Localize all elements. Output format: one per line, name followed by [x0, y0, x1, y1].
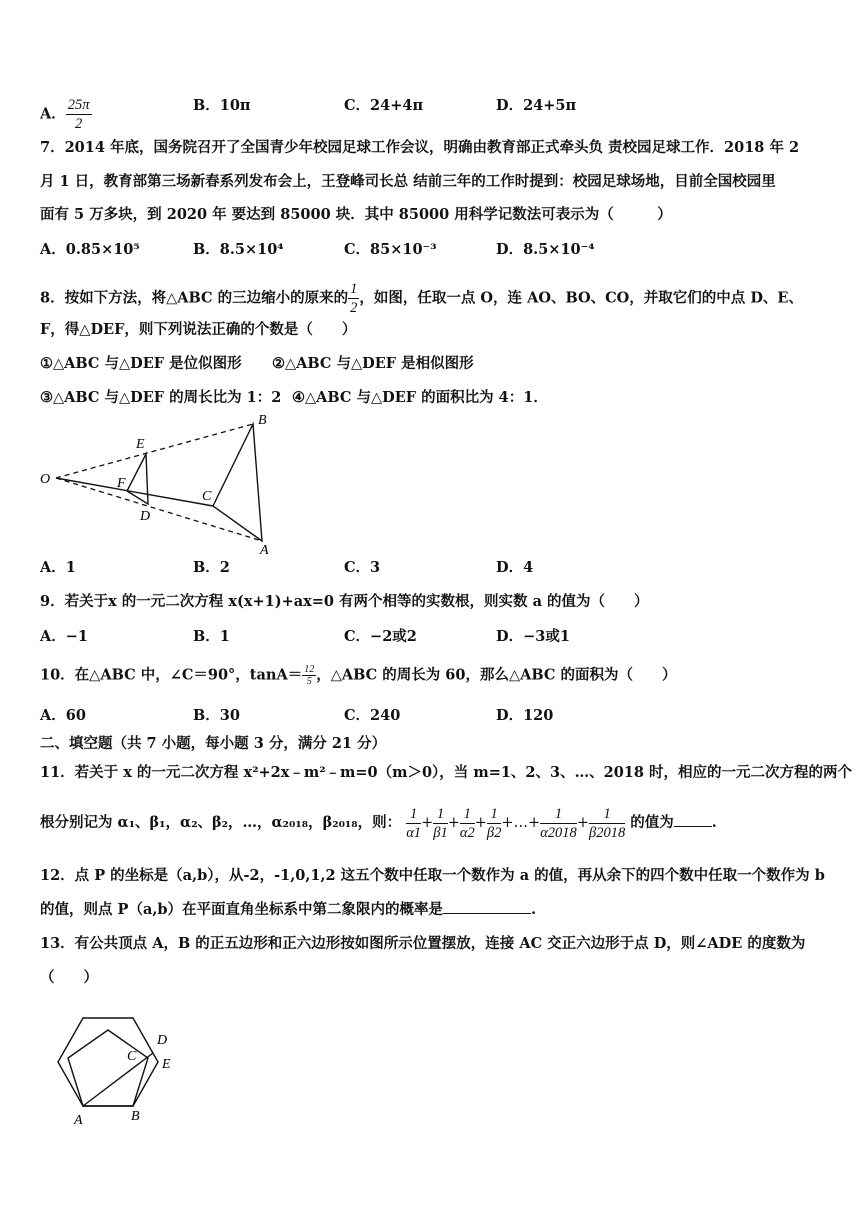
- q11-frac-3: [460, 805, 475, 842]
- q13-polygon-figure: [40, 1006, 190, 1130]
- q8-statement-1: ①△ABC 与△DEF 是位似图形: [40, 355, 242, 372]
- q11-plus-3: +: [474, 815, 487, 831]
- q8-label-c: C: [202, 489, 212, 504]
- q8-option-b: B．2: [193, 559, 230, 576]
- q6-option-c: C．24+4π: [344, 97, 424, 114]
- q7-option-d: D．8.5×10⁻⁴: [496, 241, 595, 258]
- q6-option-d: D．24+5π: [496, 97, 577, 114]
- q8-dashed-ob: [56, 424, 253, 478]
- q11-frac-3-num: 1: [460, 805, 475, 824]
- q8-line-2: F，得△DEF，则下列说法正确的个数是（ ）: [40, 321, 357, 338]
- q13-hexagon: [58, 1018, 158, 1106]
- q10-option-a: A．60: [40, 707, 86, 724]
- q11-frac-5: [540, 805, 577, 842]
- q8-fraction-denominator: 2: [350, 300, 358, 316]
- q7-line-3: 面有 5 万多块，到 2020 年 要达到 85000 块．其中 85000 用科学记数法可表示为（ ）: [40, 206, 672, 223]
- q13-label-e: E: [162, 1057, 171, 1072]
- q7-line-2: 月 1 日，教育部第三场新春系列发布会上，王登峰司长总 结前三年的工作时提到：校园足球场地，目前全国校园里: [40, 173, 776, 190]
- q8-triangle-abc: [213, 424, 262, 541]
- q13-label-d: D: [157, 1033, 168, 1048]
- q8-label-a: A: [260, 543, 269, 556]
- q6-option-a-numerator: 25π: [67, 97, 90, 113]
- q11-frac-4: [487, 805, 501, 842]
- q13-label-a: A: [74, 1113, 83, 1128]
- q10-fraction-numerator: 12: [304, 664, 315, 675]
- q10-option-c: C．240: [344, 707, 401, 724]
- q8-option-a: A．1: [40, 559, 76, 576]
- q9-option-c: C．−2或2: [344, 628, 417, 645]
- q8-line-1-post: ，如图，任取一点 O，连 AO、BO、CO，并取它们的中点 D、E、: [359, 289, 803, 307]
- q12-answer-blank[interactable]: [443, 913, 531, 914]
- q8-label-o: O: [40, 472, 51, 487]
- q8-label-e: E: [136, 437, 145, 452]
- q11-frac-2: [433, 805, 447, 842]
- q8-label-d: D: [140, 509, 151, 524]
- q6-option-a-label: A．: [40, 105, 66, 123]
- q6-option-b: B．10π: [193, 97, 251, 114]
- q12-line-1: 12．点 P 的坐标是（a,b），从-2，-1,0,1,2 这五个数中任取一个数作为 a 的值，再从余下的四个数中任取一个数作为 b: [40, 867, 825, 884]
- q11-frac-2-den: β1: [433, 824, 448, 841]
- q13-line-ad: [83, 1053, 153, 1106]
- q10-option-b: B．30: [193, 707, 240, 724]
- q11-frac-5-num: 1: [540, 805, 577, 824]
- q11-answer-blank[interactable]: [674, 826, 712, 827]
- q11-line-2: 根分别记为 α₁、β₁，α₂、β₂，…，α₂₀₁₈，β₂₀₁₈，则： $\frac{1}{\alpha 1}$ + $\frac{1}{\beta 1}$ + $\frac{1}{\alpha 2}$ + $\frac{1}{\beta 2}$ +…+ $\frac{1}{\alpha 2018}$ + $\frac{1}{\beta 2018}$ 的值为 .: [40, 805, 717, 841]
- q11-line-2-pre: 根分别记为 α₁、β₁，α₂、β₂，…，α₂₀₁₈，β₂₀₁₈，则：: [40, 814, 402, 831]
- section-2-heading: 二、填空题（共 7 小题，每小题 3 分，满分 21 分）: [40, 735, 387, 752]
- q8-triangle-def: [127, 454, 148, 504]
- q7-line-1: 7．2014 年底，国务院召开了全国青少年校园足球工作会议，明确由教育部正式牵头负 责校园足球工作．2018 年 2: [40, 139, 800, 156]
- q12-line-2-text: 的值，则点 P（a,b）在平面直角坐标系中第二象限内的概率是: [40, 901, 444, 918]
- q7-option-a: A．0.85×10⁵: [40, 241, 140, 258]
- q8-line-1-pre: 8．按如下方法，将△ABC 的三边缩小的原来的: [40, 289, 349, 307]
- q11-dots: +…+: [501, 815, 541, 831]
- q12-line-2: 的值，则点 P（a,b）在平面直角坐标系中第二象限内的概率是 .: [40, 901, 537, 918]
- q11-plus-4: +: [576, 815, 589, 831]
- q11-frac-1-num: 1: [406, 805, 421, 824]
- q8-fraction: [348, 280, 359, 317]
- q10-line-1-pre: 10．在△ABC 中，∠C＝90°，tanA＝: [40, 666, 303, 684]
- q13-pentagon: [68, 1030, 148, 1106]
- q11-frac-2-num: 1: [433, 805, 447, 824]
- q11-frac-1-den: α1: [406, 824, 422, 841]
- q13-line-2: （ ）: [40, 969, 98, 986]
- q10-line-1: [40, 664, 676, 687]
- q11-line-2-post: 的值为: [630, 814, 674, 831]
- q8-option-c: C．3: [344, 559, 381, 576]
- q8-statement-4: ④△ABC 与△DEF 的面积比为 4：1．: [292, 389, 548, 406]
- q8-line-1: [40, 280, 803, 317]
- q10-fraction-denominator: 5: [306, 676, 312, 687]
- q6-option-a: [40, 96, 92, 133]
- q8-fraction-numerator: 1: [350, 281, 358, 297]
- q11-frac-1: [406, 805, 421, 842]
- q9-line-1: 9．若关于x 的一元二次方程 x(x+1)+ax=0 有两个相等的实数根，则实数 a 的值为（ ）: [40, 593, 649, 610]
- q8-statement-3: ③△ABC 与△DEF 的周长比为 1：2: [40, 389, 282, 406]
- q10-line-1-post: ，△ABC 的周长为 60，那么△ABC 的面积为（ ）: [316, 666, 677, 684]
- q7-option-b: B．8.5×10⁴: [193, 241, 284, 258]
- q13-label-b: B: [131, 1109, 140, 1124]
- q9-option-d: D．−3或1: [496, 628, 570, 645]
- q11-line-1: 11．若关于 x 的一元二次方程 x²+2x﹣m²﹣m=0（m＞0），当 m=1、2、3、…、2018 时，相应的一元二次方程的两个: [40, 764, 853, 781]
- q11-frac-6-den: β2018: [588, 824, 626, 841]
- q8-label-f: F: [117, 476, 126, 491]
- q11-frac-6-num: 1: [589, 805, 625, 824]
- q8-option-d: D．4: [496, 559, 534, 576]
- q11-plus-2: +: [447, 815, 460, 831]
- q6-option-a-fraction: [66, 96, 92, 133]
- q8-dashed-oa: [56, 478, 262, 541]
- q11-frac-3-den: α2: [459, 824, 475, 841]
- q11-frac-4-den: β2: [486, 824, 502, 841]
- q11-frac-4-num: 1: [487, 805, 501, 824]
- q13-line-1: 13．有公共顶点 A，B 的正五边形和正六边形按如图所示位置摆放，连接 AC 交正六边形于点 D，则∠ADE 的度数为: [40, 935, 806, 952]
- q10-fraction: [302, 664, 316, 687]
- q11-frac-5-den: α2018: [540, 824, 577, 841]
- q8-statement-2: ②△ABC 与△DEF 是相似图形: [272, 355, 474, 372]
- q11-plus-1: +: [421, 815, 434, 831]
- q11-frac-6: [589, 805, 625, 842]
- q9-option-b: B．1: [193, 628, 230, 645]
- q8-homothety-figure: [30, 408, 290, 556]
- q9-option-a: A．−1: [40, 628, 88, 645]
- q7-option-c: C．85×10⁻³: [344, 241, 437, 258]
- q13-label-c: C: [127, 1049, 137, 1064]
- q8-label-b: B: [258, 413, 267, 428]
- q6-option-a-denominator: 2: [75, 116, 83, 132]
- q10-option-d: D．120: [496, 707, 554, 724]
